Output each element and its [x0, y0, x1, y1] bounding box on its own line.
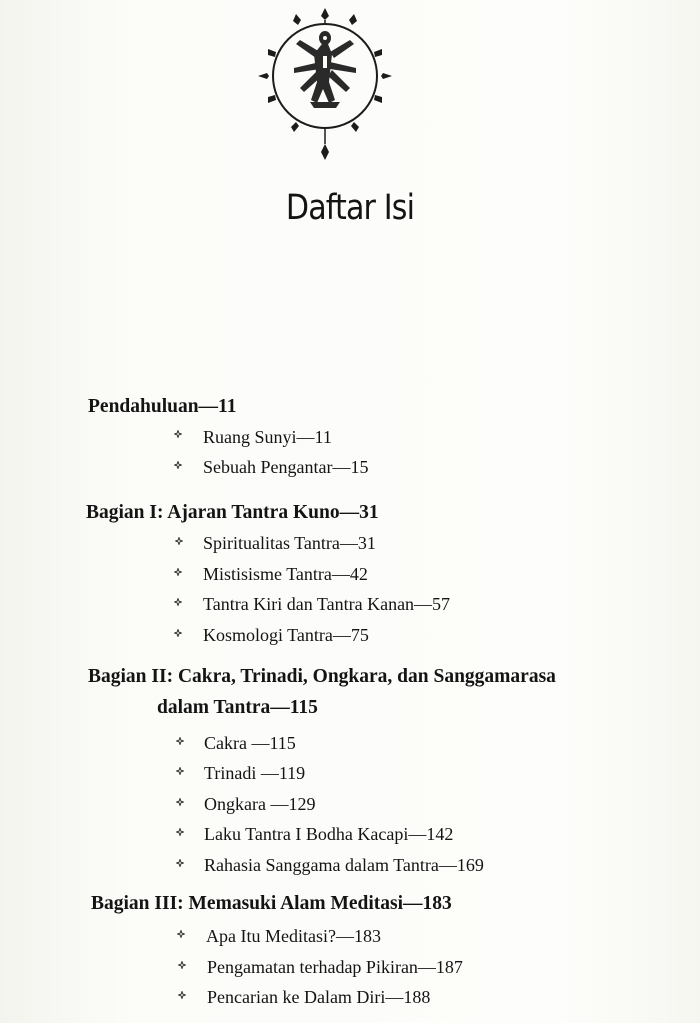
toc-item: Apa Itu Meditasi?—183	[206, 926, 381, 946]
toc-section-heading-continuation: dalam Tantra—115	[157, 697, 318, 718]
toc-item: Pencarian ke Dalam Diri—188	[207, 987, 431, 1007]
toc-item: Ongkara —129	[204, 794, 316, 814]
toc-item: Pengamatan terhadap Pikiran—187	[207, 957, 463, 977]
toc-item: Cakra —115	[204, 733, 296, 753]
toc-item: Ruang Sunyi—11	[203, 427, 332, 447]
star-bullet-icon	[176, 859, 184, 867]
star-bullet-icon	[178, 991, 186, 999]
toc-item: Sebuah Pengantar—15	[203, 457, 369, 477]
wheel-deity-emblem-icon	[250, 4, 400, 164]
toc-item: Trinadi —119	[204, 763, 306, 783]
star-bullet-icon	[175, 537, 183, 545]
star-bullet-icon	[174, 598, 182, 606]
toc-item: Laku Tantra I Bodha Kacapi—142	[204, 824, 454, 844]
page-title: Daftar Isi	[285, 188, 415, 228]
star-bullet-icon	[174, 568, 182, 576]
toc-section-heading: Bagian III: Memasuki Alam Meditasi—183	[91, 893, 452, 914]
toc-item: Kosmologi Tantra—75	[203, 625, 369, 645]
star-bullet-icon	[174, 461, 182, 469]
toc-section-heading: Bagian II: Cakra, Trinadi, Ongkara, dan Sanggamarasa	[88, 666, 556, 687]
star-bullet-icon	[174, 430, 182, 438]
star-bullet-icon	[176, 767, 184, 775]
star-bullet-icon	[176, 828, 184, 836]
star-bullet-icon	[174, 629, 182, 637]
toc-section-heading: Pendahuluan—11	[88, 396, 237, 417]
star-bullet-icon	[176, 798, 184, 806]
toc-item: Spiritualitas Tantra—31	[203, 533, 376, 553]
star-bullet-icon	[178, 961, 186, 969]
toc-item: Rahasia Sanggama dalam Tantra—169	[204, 855, 484, 875]
toc-item: Tantra Kiri dan Tantra Kanan—57	[203, 594, 451, 614]
star-bullet-icon	[177, 930, 185, 938]
toc-item: Mistisisme Tantra—42	[203, 564, 368, 584]
star-bullet-icon	[176, 737, 184, 745]
toc-section-heading: Bagian I: Ajaran Tantra Kuno—31	[86, 502, 379, 523]
